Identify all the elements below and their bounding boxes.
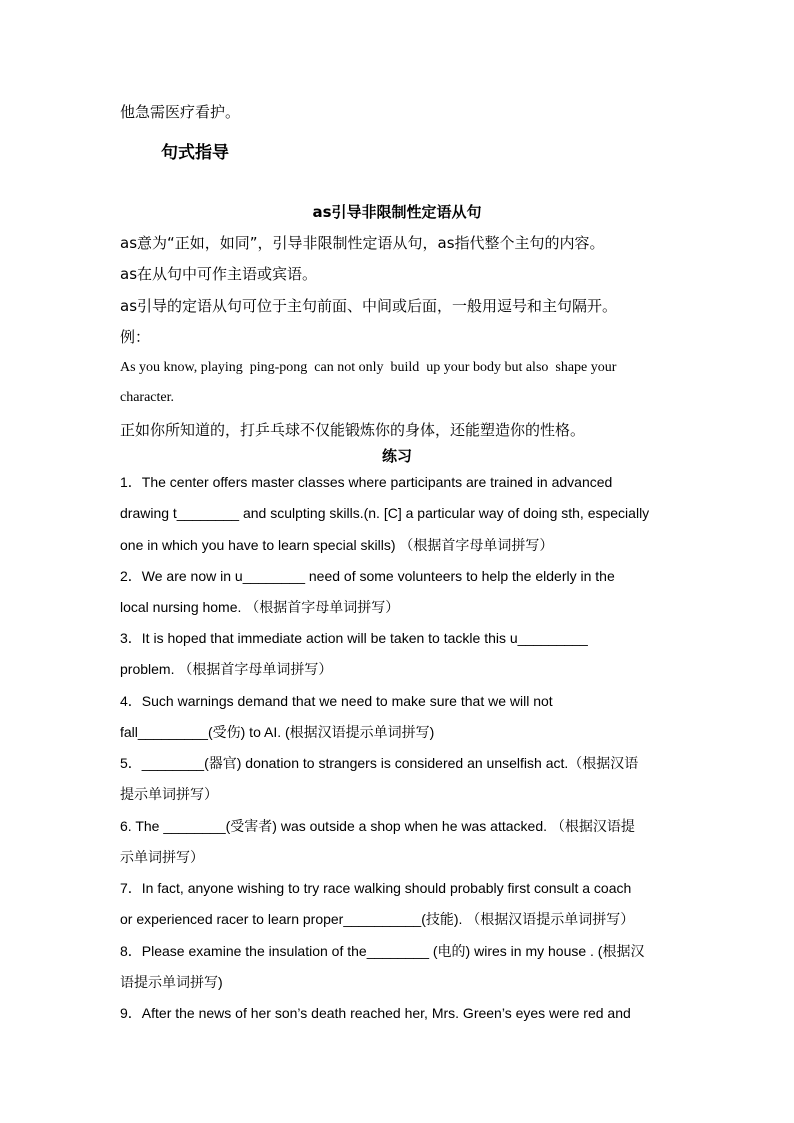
exercise-line: 1．The center offers master classes where participants are trained in advanced xyxy=(120,474,613,490)
example-chinese: 正如你所知道的，打乒乓球不仅能锻炼你的身体，还能塑造你的性格。 xyxy=(120,421,586,439)
exercise-line: 提示单词拼写） xyxy=(120,786,218,802)
exercise-title: 练习 xyxy=(381,447,412,465)
exercise-line: 语提示单词拼写) xyxy=(120,974,223,990)
exercise-line: 5．________(器官) donation to strangers is considered an unselfish act.（根据汉语 xyxy=(120,755,639,771)
exercise-line: 2．We are now in u________ need of some volunteers to help the elderly in the xyxy=(120,568,615,584)
exercise-line: local nursing home. （根据首字母单词拼写） xyxy=(120,599,400,615)
exercise-line: or experienced racer to learn proper__________(技能). （根据汉语提示单词拼写） xyxy=(120,911,635,927)
exercise-line: 9．After the news of her son’s death reached her, Mrs. Green’s eyes were red and xyxy=(120,1005,631,1021)
example-english: As you know, playing ping-pong can not only build up your body but also shape your xyxy=(120,360,617,375)
exercise-line: one in which you have to learn special skills) （根据首字母单词拼写） xyxy=(120,537,554,553)
exercise-line: 示单词拼写） xyxy=(120,849,204,865)
grammar-point: as在从句中可作主语或宾语。 xyxy=(120,265,318,283)
exercise-line: 4．Such warnings demand that we need to make sure that we will not xyxy=(120,693,553,709)
grammar-title: as引导非限制性定语从句 xyxy=(312,203,482,221)
exercise-line: 8．Please examine the insulation of the________ (电的) wires in my house . (根据汉 xyxy=(120,943,645,959)
exercise-line: drawing t________ and sculpting skills.(n. [C] a particular way of doing sth, especially xyxy=(120,505,650,521)
exercise-line: problem. （根据首字母单词拼写） xyxy=(120,661,333,677)
exercise-line: fall_________(受伤) to AI. (根据汉语提示单词拼写) xyxy=(120,724,435,740)
exercise-line: 6. The ________(受害者) was outside a shop when he was attacked. （根据汉语提 xyxy=(120,818,635,834)
section-heading: 句式指导 xyxy=(161,143,229,163)
intro-line: 他急需医疗看护。 xyxy=(120,103,241,121)
example-english: character. xyxy=(120,390,175,405)
exercise-line: 7．In fact, anyone wishing to try race walking should probably first consult a coach xyxy=(120,880,632,896)
grammar-point: as引导的定语从句可位于主句前面、中间或后面，一般用逗号和主句隔开。 xyxy=(120,297,618,315)
exercise-line: 3．It is hoped that immediate action will be taken to tackle this u_________ xyxy=(120,630,588,646)
example-label: 例： xyxy=(120,328,151,346)
grammar-point: as意为“正如，如同”，引导非限制性定语从句，as指代整个主句的内容。 xyxy=(120,234,605,252)
